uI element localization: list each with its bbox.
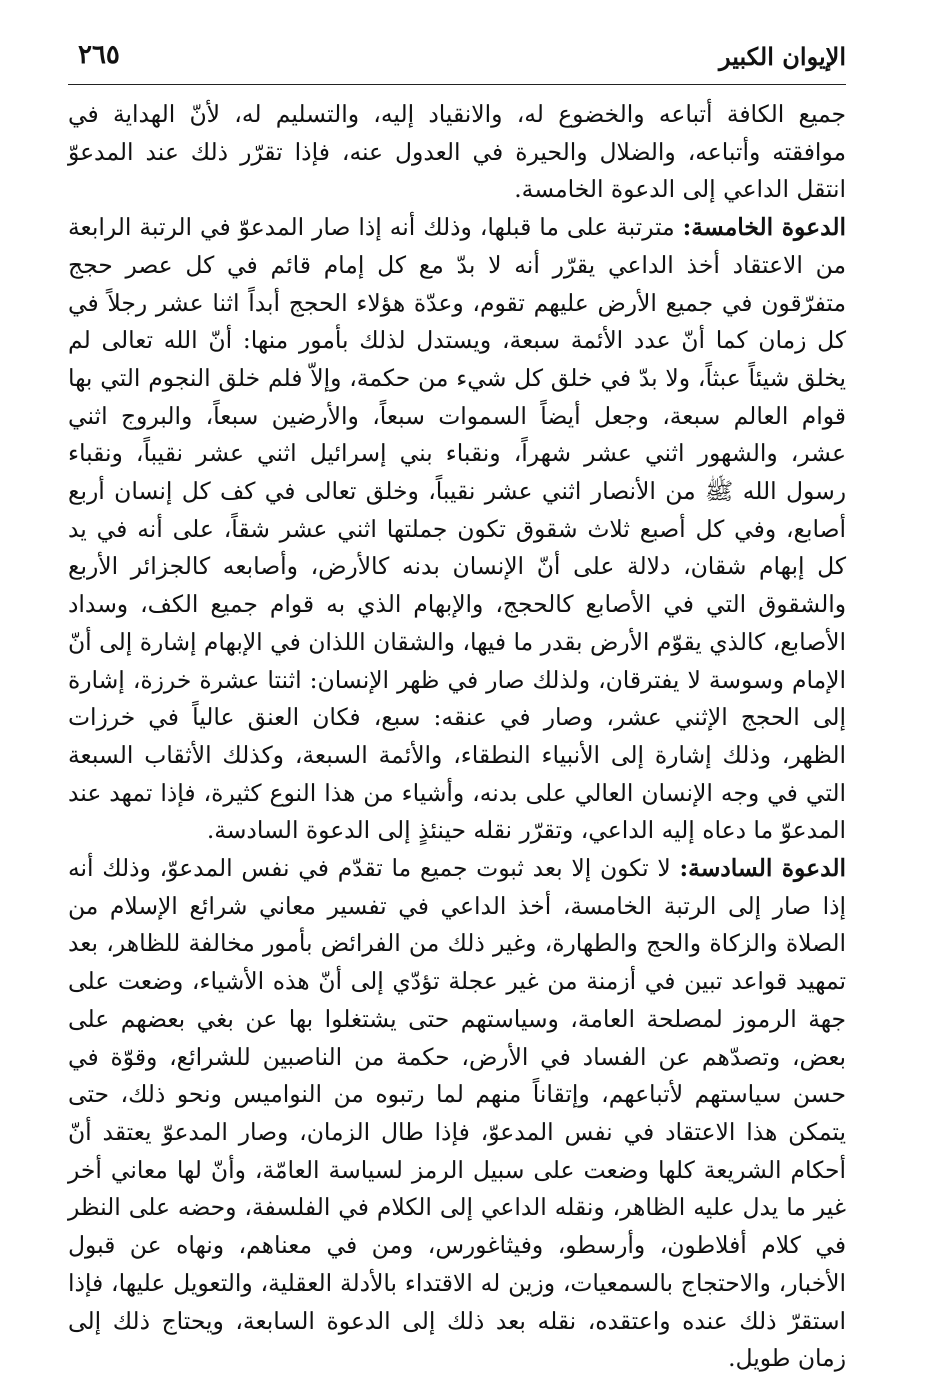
paragraph-text: جميع الكافة أتباعه والخضوع له، والانقياد إليه، والتسليم له، لأنّ الهداية في موافقته وأتباعه، والضلال والحيرة في العدول عنه، فإذا تقرّر ذلك عند المدعوّ انتقل الداعي إلى الدعوة الخامسة. — [68, 100, 846, 204]
paragraph-lead-sixth-call: الدعوة السادسة: — [679, 854, 846, 883]
paragraph-1 — [68, 96, 846, 209]
running-title: الإيوان الكبير — [718, 42, 846, 71]
paragraph-text: مترتبة على ما قبلها، وذلك أنه إذا صار المدعوّ في الرتبة الرابعة من الاعتقاد أخذ الداعي يقرّر أنه لا بدّ مع كل إمام قائم في كل عصر حجج متفرّقون في جميع الأرض عليهم تقوم، وعدّة هؤلاء الحجج أبداً اثنا عشر رجلاً في كل زمان كما أنّ عدد الأئمة سبعة، ويستدل لذلك بأمور منها: أنّ الله تعالى لم يخلق شيئاً عبثاً، ولا بدّ في خلق كل شيء من حكمة، وإلاّ فلم خلق النجوم التي بها قوام العالم سبعة، وجعل أيضاً السموات سبعاً، والأرضين سبعاً، والبروج اثني عشر، والشهور اثني عشر شهراً، ونقباء بني إسرائيل اثني عشر نقيباً، ونقباء رسول الله ﷺ من الأنصار اثني عشر نقيباً، وخلق تعالى في كف كل إنسان أربع أصابع، وفي كل أصبع ثلاث شقوق تكون جملتها اثني عشر شقاً، على أنه في يد كل إبهام شقان، دلالة على أنّ الإنسان بدنه كالأرض، وأصابعه كالجزائر الأربع والشقوق التي في الأصابع كالحجج، والإبهام الذي به قوام جميع الكف، وسداد الأصابع، كالذي يقوّم الأرض بقدر ما فيها، والشقان اللذان في الإبهام إشارة إلى أنّ الإمام وسوسة لا يفترقان، ولذلك صار في ظهر الإنسان: اثنتا عشرة خرزة، إشارة إلى الحجج الإثني عشر، وصار في عنقه: سبع، فكان العنق عالياً في خرزات الظهر، وذلك إشارة إلى الأنبياء النطقاء، والأئمة السبعة، وكذلك الأثقاب السبعة التي في وجه الإنسان العالي على بدنه، وأشياء من هذا النوع كثيرة، فإذا تمهد عند المدعوّ ما دعاه إليه الداعي، وتقرّر نقله حينئذٍ إلى الدعوة السادسة. — [68, 213, 846, 845]
page-body — [68, 96, 846, 1378]
page-number: ٢٦٥ — [78, 40, 120, 70]
page-header — [68, 36, 846, 85]
paragraph-lead-fifth-call: الدعوة الخامسة: — [682, 213, 846, 242]
paragraph-3 — [68, 850, 846, 1378]
paragraph-2 — [68, 209, 846, 850]
paragraph-text: لا تكون إلا بعد ثبوت جميع ما تقدّم في نفس المدعوّ، وذلك أنه إذا صار إلى الرتبة الخامسة، أخذ الداعي في تفسير معاني شرائع الإسلام من الصلاة والزكاة والحج والطهارة، وغير ذلك من الفرائض بأمور مخالفة للظاهر، بعد تمهيد قواعد تبين في أزمنة من غير عجلة تؤدّي إلى أنّ هذه الأشياء، وضعت على جهة الرموز لمصلحة العامة، وسياستهم حتى يشتغلوا بها عن بغي بعضهم على بعض، وتصدّهم عن الفساد في الأرض، حكمة من الناصبين للشرائع، وقوّة في حسن سياستهم لأتباعهم، وإتقاناً منهم لما رتبوه من النواميس ونحو ذلك، حتى يتمكن هذا الاعتقاد في نفس المدعوّ، فإذا طال الزمان، وصار المدعوّ يعتقد أنّ أحكام الشريعة كلها وضعت على سبيل الرمز لسياسة العامّة، وأنّ لها معاني أخر غير ما يدل عليه الظاهر، ونقله الداعي إلى الكلام في الفلسفة، وحضه على النظر في كلام أفلاطون، وأرسطو، وفيثاغورس، ومن في معناهم، ونهاه عن قبول الأخبار، والاحتجاج بالسمعيات، وزين له الاقتداء بالأدلة العقلية، والتعويل عليها، فإذا استقرّ ذلك عنده واعتقده، نقله بعد ذلك إلى الدعوة السابعة، ويحتاج ذلك إلى زمان طويل. — [68, 854, 846, 1373]
